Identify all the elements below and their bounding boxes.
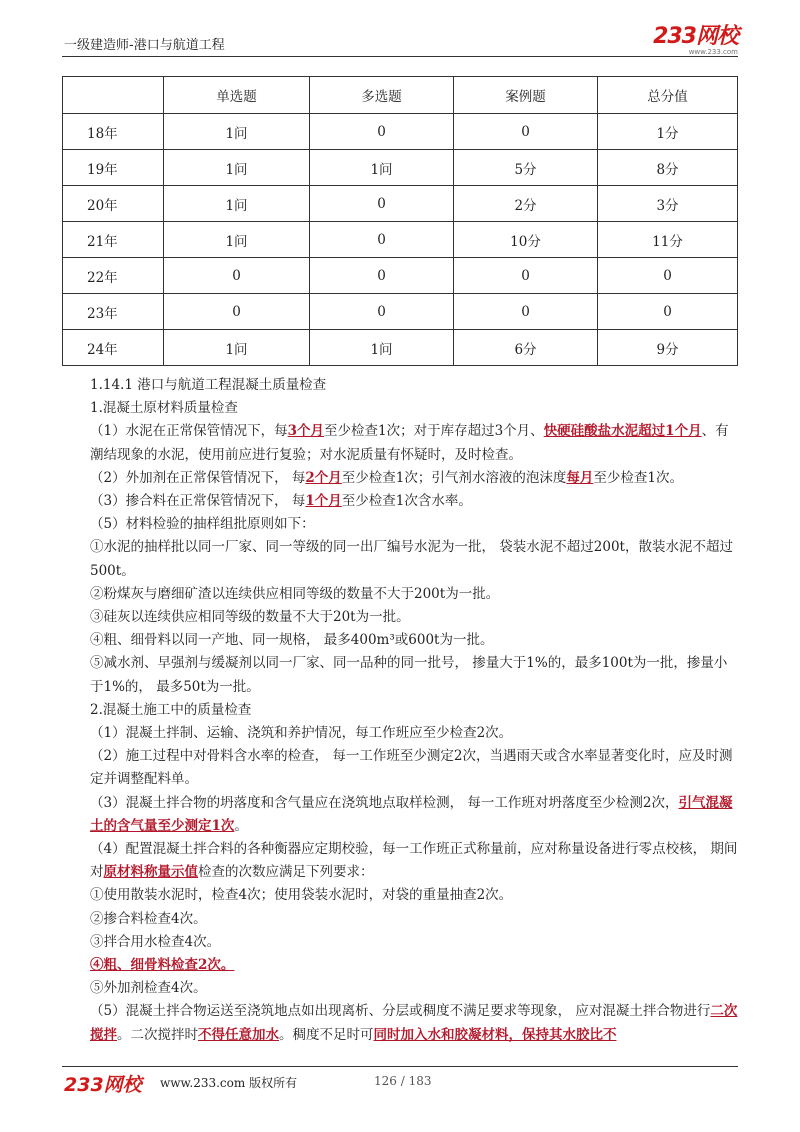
paragraph: ④粗、细骨料以同一产地、同一规格， 最多400m³或600t为一批。 bbox=[90, 632, 494, 649]
table-row bbox=[63, 222, 738, 258]
section-heading: 2.混凝土施工中的质量检查 bbox=[90, 701, 252, 718]
table-cell: 1问 bbox=[310, 150, 454, 186]
table-cell: 21年 bbox=[63, 222, 164, 258]
score-table bbox=[62, 76, 738, 366]
table-cell: 0 bbox=[454, 294, 598, 330]
highlight: 2个月 bbox=[305, 469, 342, 486]
table-cell: 0 bbox=[310, 114, 454, 150]
table-cell: 20年 bbox=[63, 186, 164, 222]
footer-copyright: www.233.com 版权所有 bbox=[160, 1076, 298, 1090]
table-row bbox=[63, 114, 738, 150]
paragraph: （5）混凝土拌合物运送至浇筑地点如出现离析、分层或稠度不满足要求等现象， 应对混凝土拌合物进行二次搅拌。二次搅拌时不得任意加水。稠度不足时可同时加入水和胶凝材料，保持其水胶比不 bbox=[90, 1003, 738, 1043]
table-cell: 24年 bbox=[63, 330, 164, 366]
highlight: 1个月 bbox=[305, 493, 342, 510]
page-number: 126 / 183 bbox=[374, 1074, 432, 1088]
table-cell: 1问 bbox=[164, 114, 310, 150]
table-cell: 0 bbox=[164, 258, 310, 294]
column-header: 总分值 bbox=[598, 77, 738, 114]
paragraph: （3）掺合料在正常保管情况下， 每1个月至少检查1次含水率。 bbox=[90, 493, 472, 510]
section-heading: 1.14.1 港口与航道工程混凝土质量检查 bbox=[90, 377, 327, 393]
table-cell: 0 bbox=[454, 114, 598, 150]
paragraph: ③硅灰以连续供应相同等级的数量不大于20t为一批。 bbox=[90, 609, 410, 626]
paragraph: （1）水泥在正常保管情况下，每3个月至少检查1次；对于库存超过3个月、快硬硅酸盐水泥超过1个月、有潮结现象的水泥，使用前应进行复验；对水泥质量有怀疑时，及时检查。 bbox=[90, 423, 729, 463]
table-row bbox=[63, 294, 738, 330]
document-body bbox=[62, 374, 738, 1047]
table-cell: 0 bbox=[310, 258, 454, 294]
table-cell: 19年 bbox=[63, 150, 164, 186]
table-cell: 1问 bbox=[164, 186, 310, 222]
table-cell: 0 bbox=[310, 294, 454, 330]
table-cell: 1问 bbox=[164, 150, 310, 186]
section-heading: 1.混凝土原材料质量检查 bbox=[90, 400, 238, 417]
table-cell: 8分 bbox=[598, 150, 738, 186]
table-row bbox=[63, 150, 738, 186]
highlight: ④粗、细骨料检查2次。 bbox=[90, 957, 235, 974]
table-cell: 6分 bbox=[454, 330, 598, 366]
table-cell: 1问 bbox=[310, 330, 454, 366]
table-row bbox=[63, 258, 738, 294]
table-cell: 5分 bbox=[454, 150, 598, 186]
table-row bbox=[63, 186, 738, 222]
table-cell: 18年 bbox=[63, 114, 164, 150]
table-cell: 0 bbox=[310, 186, 454, 222]
paragraph: ①水泥的抽样批以同一厂家、同一等级的同一出厂编号水泥为一批， 袋装水泥不超过200t，散装水泥不超过500t。 bbox=[90, 539, 733, 579]
page-header bbox=[62, 26, 738, 57]
paragraph: ①使用散装水泥时，检查4次；使用袋装水泥时，对袋的重量抽查2次。 bbox=[90, 887, 513, 904]
table-cell: 9分 bbox=[598, 330, 738, 366]
table-cell: 0 bbox=[454, 258, 598, 294]
highlight: 同时加入水和胶凝材料，保持其水胶比不 bbox=[373, 1026, 617, 1043]
table-cell: 0 bbox=[310, 222, 454, 258]
paragraph: ②掺合料检查4次。 bbox=[90, 910, 207, 927]
footer-logo: 233网校 bbox=[64, 1074, 142, 1096]
paragraph: （2）外加剂在正常保管情况下， 每2个月至少检查1次；引气剂水溶液的泡沫度每月至少检查1次。 bbox=[90, 469, 683, 486]
paragraph: （4）配置混凝土拌合料的各种衡器应定期校验，每一工作班正式称量前，应对称量设备进行零点校核， 期间对原材料称量示值检查的次数应满足下列要求： bbox=[90, 841, 738, 881]
column-header: 案例题 bbox=[454, 77, 598, 114]
highlight: 引气混凝土的含气量至少测定1次 bbox=[90, 794, 733, 834]
paragraph: ③拌合用水检查4次。 bbox=[90, 933, 221, 950]
highlight: 每月 bbox=[566, 469, 594, 486]
column-header: 多选题 bbox=[310, 77, 454, 114]
logo-text: 233网校 bbox=[653, 24, 738, 49]
table-header-row bbox=[63, 77, 738, 114]
table-cell: 3分 bbox=[598, 186, 738, 222]
table-cell: 0 bbox=[598, 294, 738, 330]
paragraph: （2）施工过程中对骨料含水率的检查， 每一工作班至少测定2次，当遇雨天或含水率显著变化时，应及时测定并调整配料单。 bbox=[90, 748, 733, 788]
table-cell: 23年 bbox=[63, 294, 164, 330]
table-cell: 22年 bbox=[63, 258, 164, 294]
highlight: 原材料称量示值 bbox=[103, 864, 198, 881]
paragraph: （5）材料检验的抽样组批原则如下： bbox=[90, 516, 315, 533]
paragraph: ②粉煤灰与磨细矿渣以连续供应相同等级的数量不大于200t为一批。 bbox=[90, 585, 500, 602]
table-cell: 1问 bbox=[164, 330, 310, 366]
table-row bbox=[63, 330, 738, 366]
table-cell: 10分 bbox=[454, 222, 598, 258]
highlight: 不得任意加水 bbox=[198, 1026, 279, 1043]
table-cell: 1分 bbox=[598, 114, 738, 150]
logo-url: www.233.com bbox=[688, 48, 738, 56]
header-title: 一级建造师-港口与航道工程 bbox=[64, 38, 225, 53]
highlight: 二次搅拌 bbox=[90, 1003, 738, 1043]
page-footer bbox=[62, 1066, 738, 1096]
table-cell: 2分 bbox=[454, 186, 598, 222]
brand-logo bbox=[653, 26, 738, 56]
table-cell: 0 bbox=[598, 258, 738, 294]
highlight: 3个月 bbox=[287, 423, 324, 440]
table-cell: 1问 bbox=[164, 222, 310, 258]
table-cell: 0 bbox=[164, 294, 310, 330]
column-header bbox=[63, 77, 164, 114]
highlight: 快硬硅酸盐水泥超过1个月 bbox=[543, 423, 702, 440]
table-cell: 11分 bbox=[598, 222, 738, 258]
paragraph: （1）混凝土拌制、运输、浇筑和养护情况，每工作班应至少检查2次。 bbox=[90, 725, 513, 742]
paragraph: ⑤外加剂检查4次。 bbox=[90, 980, 207, 997]
paragraph bbox=[62, 954, 738, 977]
paragraph: ⑤减水剂、早强剂与缓凝剂以同一厂家、同一品种的同一批号， 掺量大于1%的，最多100t为一批，掺量小于1%的， 最多50t为一批。 bbox=[90, 655, 728, 695]
column-header: 单选题 bbox=[164, 77, 310, 114]
paragraph: （3）混凝土拌合物的坍落度和含气量应在浇筑地点取样检测， 每一工作班对坍落度至少检测2次，引气混凝土的含气量至少测定1次。 bbox=[90, 794, 733, 834]
